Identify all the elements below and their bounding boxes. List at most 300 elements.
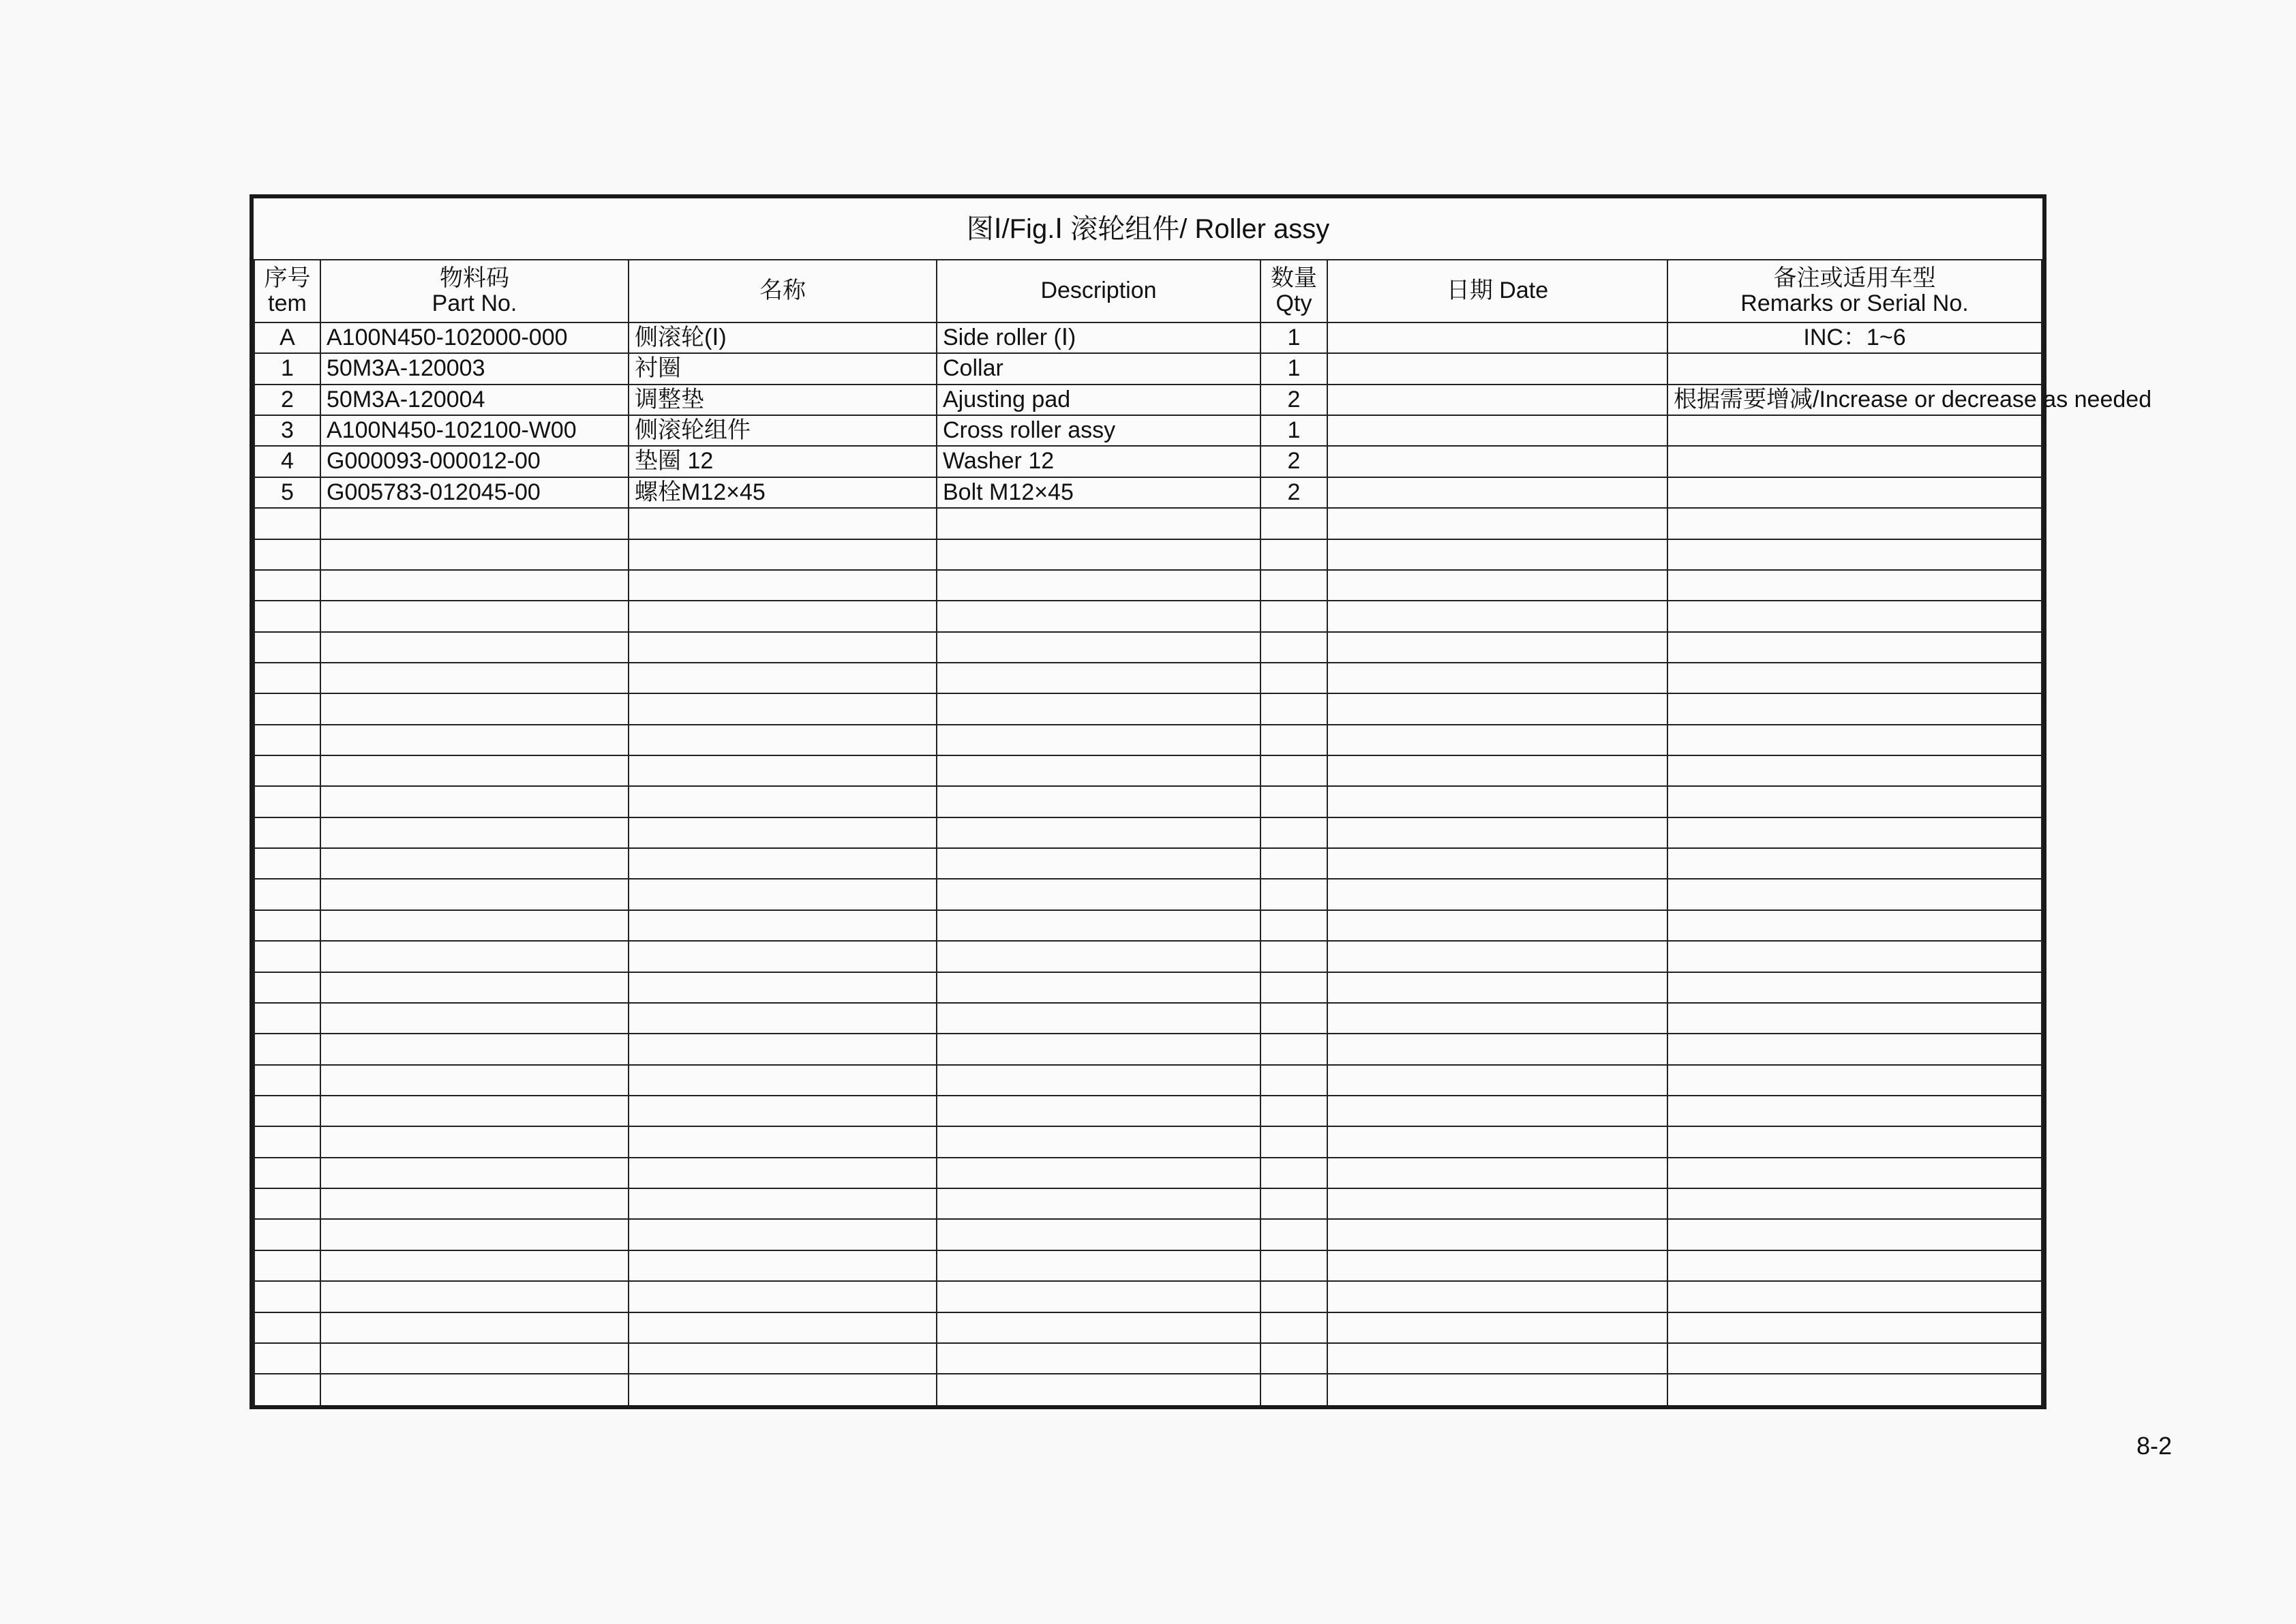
cell-remarks (1667, 353, 2042, 384)
cell-item: 4 (254, 446, 320, 477)
cell-part-no (320, 1250, 629, 1281)
cell-remarks (1667, 848, 2042, 879)
table-row (254, 632, 2042, 663)
parts-table-body (254, 322, 2152, 1405)
cell-remarks (1667, 1312, 2042, 1343)
table-row (254, 1374, 2042, 1405)
cell-item (254, 663, 320, 693)
cell-date (1327, 663, 1667, 693)
table-row (254, 725, 2042, 755)
cell-name: 垫圈 12 (629, 446, 937, 477)
cell-remarks (1667, 446, 2042, 477)
cell-name (629, 1003, 937, 1034)
cell-item (254, 1312, 320, 1343)
cell-date (1327, 508, 1667, 539)
cell-qty (1260, 1126, 1327, 1157)
cell-part-no (320, 1188, 629, 1219)
cell-name: 侧滚轮(Ⅰ) (629, 322, 937, 353)
cell-part-no (320, 1374, 629, 1405)
cell-name (629, 972, 937, 1003)
cell-item (254, 941, 320, 972)
cell-description (937, 1158, 1260, 1188)
cell-description (937, 725, 1260, 755)
cell-name (629, 817, 937, 848)
cell-remarks (1667, 941, 2042, 972)
cell-qty: 2 (1260, 477, 1327, 508)
cell-qty (1260, 1219, 1327, 1250)
cell-qty (1260, 693, 1327, 724)
cell-remarks (1667, 1219, 2042, 1250)
cell-part-no (320, 1096, 629, 1126)
cell-item: 1 (254, 353, 320, 384)
table-row (254, 1219, 2042, 1250)
cell-remarks (1667, 1281, 2042, 1312)
cell-date (1327, 755, 1667, 786)
cell-part-no (320, 848, 629, 879)
cell-qty (1260, 879, 1327, 909)
cell-date (1327, 693, 1667, 724)
cell-remarks (1667, 663, 2042, 693)
cell-qty (1260, 663, 1327, 693)
cell-remarks (1667, 508, 2042, 539)
cell-description (937, 663, 1260, 693)
cell-remarks (1667, 972, 2042, 1003)
cell-remarks (1667, 879, 2042, 909)
cell-description (937, 910, 1260, 941)
cell-date (1327, 1096, 1667, 1126)
cell-qty (1260, 755, 1327, 786)
cell-item (254, 601, 320, 631)
cell-date (1327, 446, 1667, 477)
cell-date (1327, 322, 1667, 353)
cell-description: Side roller (Ⅰ) (937, 322, 1260, 353)
cell-part-no (320, 1126, 629, 1157)
cell-qty (1260, 508, 1327, 539)
cell-item (254, 1188, 320, 1219)
table-row (254, 972, 2042, 1003)
cell-item (254, 1281, 320, 1312)
cell-part-no: 50M3A-120003 (320, 353, 629, 384)
header-description: Description (937, 260, 1260, 322)
figure-title: 图Ⅰ/Fig.Ⅰ 滚轮组件/ Roller assy (254, 198, 2042, 260)
cell-item (254, 693, 320, 724)
table-row (254, 1065, 2042, 1096)
cell-remarks (1667, 570, 2042, 601)
cell-description (937, 539, 1260, 570)
table-row (254, 1281, 2042, 1312)
cell-description (937, 1374, 1260, 1405)
cell-part-no (320, 663, 629, 693)
cell-part-no: G005783-012045-00 (320, 477, 629, 508)
cell-item: A (254, 322, 320, 353)
cell-date (1327, 1281, 1667, 1312)
cell-part-no (320, 1003, 629, 1034)
cell-date (1327, 477, 1667, 508)
table-row (254, 508, 2042, 539)
header-row (254, 260, 2042, 322)
cell-date (1327, 941, 1667, 972)
header-remarks-cn: 备注或适用车型 (1773, 265, 1936, 291)
cell-remarks (1667, 817, 2042, 848)
cell-part-no (320, 1158, 629, 1188)
cell-qty: 1 (1260, 322, 1327, 353)
cell-remarks (1667, 1158, 2042, 1188)
cell-remarks (1667, 725, 2042, 755)
cell-name: 调整垫 (629, 385, 937, 415)
cell-part-no (320, 1343, 629, 1374)
cell-date (1327, 725, 1667, 755)
cell-date (1327, 972, 1667, 1003)
cell-remarks (1667, 1003, 2042, 1034)
cell-remarks (1667, 539, 2042, 570)
cell-description (937, 1250, 1260, 1281)
cell-part-no (320, 693, 629, 724)
cell-part-no (320, 755, 629, 786)
cell-qty (1260, 941, 1327, 972)
cell-item: 2 (254, 385, 320, 415)
cell-remarks (1667, 755, 2042, 786)
cell-name (629, 570, 937, 601)
cell-description (937, 1096, 1260, 1126)
cell-remarks: INC：1~6 (1667, 322, 2042, 353)
cell-date (1327, 570, 1667, 601)
cell-item (254, 786, 320, 817)
cell-item (254, 1065, 320, 1096)
cell-description (937, 1281, 1260, 1312)
cell-part-no (320, 1034, 629, 1064)
cell-name (629, 1065, 937, 1096)
cell-part-no (320, 786, 629, 817)
cell-item (254, 1126, 320, 1157)
header-part-no (320, 260, 629, 322)
table-row (254, 1003, 2042, 1034)
cell-date (1327, 1343, 1667, 1374)
cell-date (1327, 1188, 1667, 1219)
cell-qty: 1 (1260, 353, 1327, 384)
cell-remarks: 根据需要增减/Increase or decrease as needed (1667, 385, 2042, 415)
cell-description (937, 1034, 1260, 1064)
cell-name (629, 879, 937, 909)
header-remarks (1667, 260, 2042, 322)
cell-remarks (1667, 786, 2042, 817)
cell-description (937, 1003, 1260, 1034)
cell-qty (1260, 910, 1327, 941)
cell-remarks (1667, 910, 2042, 941)
table-row (254, 415, 2042, 446)
cell-part-no (320, 941, 629, 972)
cell-name (629, 1219, 937, 1250)
cell-item (254, 910, 320, 941)
cell-description (937, 1219, 1260, 1250)
cell-item (254, 508, 320, 539)
cell-date (1327, 879, 1667, 909)
cell-part-no (320, 1065, 629, 1096)
table-row (254, 477, 2042, 508)
cell-item (254, 817, 320, 848)
cell-part-no: A100N450-102100-W00 (320, 415, 629, 446)
cell-part-no (320, 725, 629, 755)
table-row (254, 1343, 2042, 1374)
cell-date (1327, 1126, 1667, 1157)
cell-name: 螺栓M12×45 (629, 477, 937, 508)
cell-name (629, 1034, 937, 1064)
cell-remarks (1667, 1343, 2042, 1374)
cell-date (1327, 1312, 1667, 1343)
cell-description (937, 508, 1260, 539)
cell-date (1327, 1250, 1667, 1281)
cell-description (937, 1188, 1260, 1219)
cell-qty (1260, 601, 1327, 631)
cell-name (629, 539, 937, 570)
cell-item (254, 1158, 320, 1188)
table-row (254, 879, 2042, 909)
table-row (254, 1034, 2042, 1064)
cell-item (254, 539, 320, 570)
cell-description (937, 972, 1260, 1003)
cell-qty (1260, 539, 1327, 570)
table-row (254, 848, 2042, 879)
cell-remarks (1667, 477, 2042, 508)
cell-item (254, 1096, 320, 1126)
cell-description (937, 693, 1260, 724)
header-qty-cn: 数量 (1271, 265, 1317, 291)
cell-qty (1260, 1096, 1327, 1126)
cell-description (937, 848, 1260, 879)
header-remarks-en: Remarks or Serial No. (1740, 290, 1969, 316)
cell-part-no: 50M3A-120004 (320, 385, 629, 415)
parts-list-sheet (250, 194, 2152, 1409)
table-row (254, 1096, 2042, 1126)
table-row (254, 539, 2042, 570)
header-part-no-cn: 物料码 (440, 265, 509, 291)
header-part-no-en: Part No. (432, 290, 517, 316)
cell-qty (1260, 1343, 1327, 1374)
header-date: 日期 Date (1327, 260, 1667, 322)
cell-item (254, 632, 320, 663)
table-row (254, 1250, 2042, 1281)
header-item-cn: 序号 (264, 265, 311, 291)
cell-date (1327, 353, 1667, 384)
cell-date (1327, 415, 1667, 446)
cell-qty (1260, 817, 1327, 848)
cell-description (937, 941, 1260, 972)
cell-date (1327, 1065, 1667, 1096)
cell-description (937, 601, 1260, 631)
cell-description (937, 1065, 1260, 1096)
cell-name (629, 1126, 937, 1157)
cell-remarks (1667, 693, 2042, 724)
cell-date (1327, 1034, 1667, 1064)
cell-name (629, 786, 937, 817)
cell-description (937, 786, 1260, 817)
cell-name: 衬圈 (629, 353, 937, 384)
cell-part-no: A100N450-102000-000 (320, 322, 629, 353)
cell-qty (1260, 725, 1327, 755)
cell-description (937, 632, 1260, 663)
cell-date (1327, 385, 1667, 415)
cell-qty (1260, 1250, 1327, 1281)
cell-qty (1260, 848, 1327, 879)
table-row (254, 601, 2042, 631)
cell-qty (1260, 1065, 1327, 1096)
cell-remarks (1667, 1065, 2042, 1096)
cell-description (937, 1126, 1260, 1157)
cell-name (629, 601, 937, 631)
cell-name (629, 1188, 937, 1219)
table-row (254, 817, 2042, 848)
cell-qty (1260, 1312, 1327, 1343)
cell-qty: 2 (1260, 446, 1327, 477)
header-item-en: tem (268, 290, 307, 316)
cell-name (629, 941, 937, 972)
header-item (254, 260, 320, 322)
cell-part-no (320, 910, 629, 941)
cell-remarks (1667, 1188, 2042, 1219)
header-qty-en: Qty (1275, 290, 1312, 316)
table-row (254, 570, 2042, 601)
cell-description (937, 817, 1260, 848)
cell-description: Bolt M12×45 (937, 477, 1260, 508)
cell-date (1327, 1374, 1667, 1405)
cell-part-no: G000093-000012-00 (320, 446, 629, 477)
cell-qty (1260, 632, 1327, 663)
cell-name (629, 910, 937, 941)
cell-remarks (1667, 1096, 2042, 1126)
cell-name (629, 1250, 937, 1281)
cell-item (254, 1034, 320, 1064)
cell-qty (1260, 1034, 1327, 1064)
cell-item (254, 1219, 320, 1250)
cell-qty: 1 (1260, 415, 1327, 446)
cell-date (1327, 910, 1667, 941)
cell-part-no (320, 972, 629, 1003)
cell-qty (1260, 570, 1327, 601)
cell-item (254, 1003, 320, 1034)
cell-item: 3 (254, 415, 320, 446)
cell-item (254, 972, 320, 1003)
cell-date (1327, 1003, 1667, 1034)
cell-part-no (320, 1312, 629, 1343)
cell-part-no (320, 1281, 629, 1312)
cell-qty (1260, 786, 1327, 817)
table-row (254, 446, 2042, 477)
cell-date (1327, 848, 1667, 879)
cell-item (254, 570, 320, 601)
cell-name (629, 1096, 937, 1126)
cell-date (1327, 817, 1667, 848)
page-number: 8-2 (2136, 1432, 2173, 1460)
cell-part-no (320, 1219, 629, 1250)
cell-remarks (1667, 601, 2042, 631)
cell-qty (1260, 1374, 1327, 1405)
cell-name (629, 693, 937, 724)
table-row (254, 1158, 2042, 1188)
cell-qty (1260, 1281, 1327, 1312)
cell-name (629, 1312, 937, 1343)
table-row (254, 1188, 2042, 1219)
table-row (254, 786, 2042, 817)
cell-name: 侧滚轮组件 (629, 415, 937, 446)
cell-date (1327, 786, 1667, 817)
cell-item (254, 1374, 320, 1405)
cell-date (1327, 1158, 1667, 1188)
cell-item (254, 1250, 320, 1281)
cell-remarks (1667, 632, 2042, 663)
cell-description (937, 1312, 1260, 1343)
cell-remarks (1667, 415, 2042, 446)
cell-qty (1260, 1188, 1327, 1219)
cell-name (629, 1374, 937, 1405)
header-name: 名称 (629, 260, 937, 322)
cell-date (1327, 601, 1667, 631)
cell-remarks (1667, 1250, 2042, 1281)
cell-date (1327, 632, 1667, 663)
table-row (254, 1312, 2042, 1343)
table-row (254, 385, 2042, 415)
cell-name (629, 755, 937, 786)
title-row (254, 198, 2042, 260)
cell-description: Cross roller assy (937, 415, 1260, 446)
table-row (254, 353, 2042, 384)
table-row (254, 941, 2042, 972)
cell-name (629, 1158, 937, 1188)
cell-description (937, 570, 1260, 601)
cell-item (254, 879, 320, 909)
cell-description (937, 755, 1260, 786)
cell-qty (1260, 1003, 1327, 1034)
table-row (254, 663, 2042, 693)
cell-part-no (320, 508, 629, 539)
cell-description: Washer 12 (937, 446, 1260, 477)
table-row (254, 693, 2042, 724)
table-row (254, 755, 2042, 786)
cell-date (1327, 1219, 1667, 1250)
cell-qty (1260, 1158, 1327, 1188)
cell-remarks (1667, 1374, 2042, 1405)
cell-name (629, 632, 937, 663)
cell-name (629, 508, 937, 539)
table-row (254, 322, 2042, 353)
cell-part-no (320, 601, 629, 631)
cell-description: Collar (937, 353, 1260, 384)
cell-part-no (320, 570, 629, 601)
cell-item (254, 1343, 320, 1374)
cell-name (629, 663, 937, 693)
cell-remarks (1667, 1034, 2042, 1064)
parts-table (254, 198, 2152, 1405)
table-row (254, 1126, 2042, 1157)
cell-item (254, 725, 320, 755)
cell-name (629, 725, 937, 755)
cell-date (1327, 539, 1667, 570)
cell-item (254, 755, 320, 786)
header-qty (1260, 260, 1327, 322)
cell-description (937, 879, 1260, 909)
cell-description (937, 1343, 1260, 1374)
cell-remarks (1667, 1126, 2042, 1157)
cell-part-no (320, 879, 629, 909)
cell-qty: 2 (1260, 385, 1327, 415)
cell-item: 5 (254, 477, 320, 508)
cell-item (254, 848, 320, 879)
cell-name (629, 848, 937, 879)
cell-qty (1260, 972, 1327, 1003)
cell-name (629, 1281, 937, 1312)
cell-part-no (320, 539, 629, 570)
cell-name (629, 1343, 937, 1374)
cell-description: Ajusting pad (937, 385, 1260, 415)
cell-part-no (320, 817, 629, 848)
